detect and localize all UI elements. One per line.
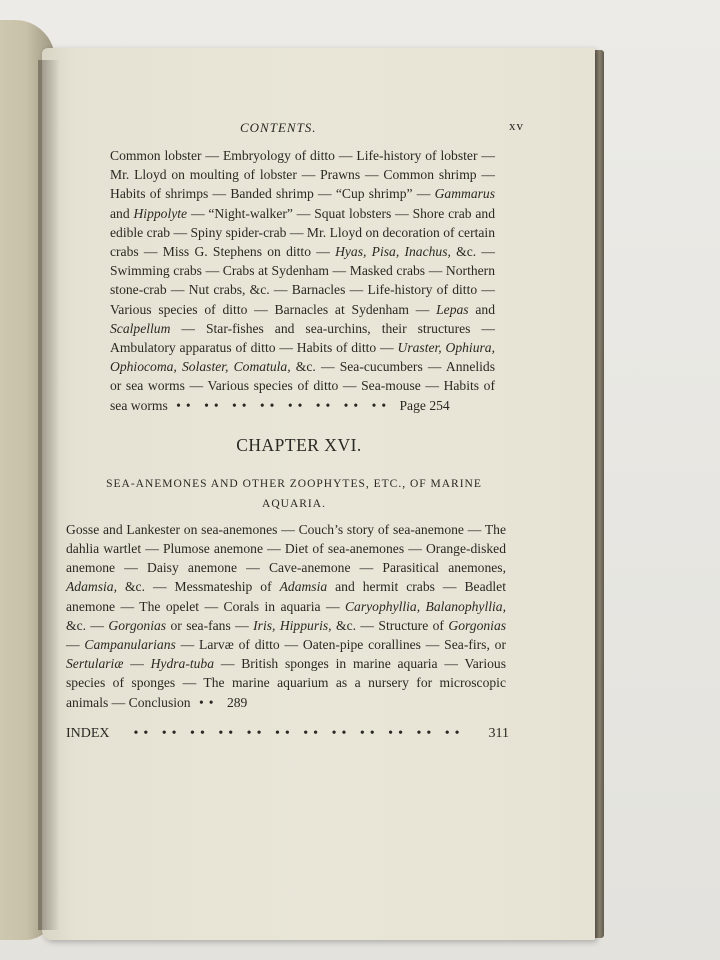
text-segment: and: [110, 205, 134, 221]
index-entry: [64, 726, 509, 742]
running-head: [64, 112, 524, 142]
text-segment: Scalpellum: [110, 320, 171, 336]
text-segment: Gorgonias: [448, 617, 507, 633]
text-segment: &c. — Sea-cucumbers — Annelids or sea worms — Various species of ditto — Sea-mouse — Habits of sea worms: [110, 359, 495, 413]
text-segment: —: [123, 656, 151, 672]
index-label: INDEX: [66, 725, 110, 741]
text-segment: Sertulariæ: [66, 656, 124, 672]
chapter-xv-summary: [64, 146, 495, 415]
text-segment: — “Night-walker” — Squat lobsters — Shore crab and edible crab — Spiny spider-crab — Mr. Lloyd on decoration of certain crabs — Miss G. Stephens on ditto —: [110, 205, 495, 260]
text-segment: Iris, Hippuris,: [253, 617, 332, 633]
text-segment: Hippolyte: [133, 205, 188, 221]
chapter-subtitle: [64, 474, 514, 514]
text-segment: Adamsia,: [66, 579, 117, 595]
text-segment: Adamsia: [279, 579, 328, 595]
text-segment: Lepas: [436, 301, 469, 317]
chapter-heading: CHAPTER XVI.: [236, 434, 362, 455]
running-head-title: CONTENTS.: [240, 120, 317, 135]
text-segment: and: [468, 301, 495, 317]
text-segment: &c. — Messmateship of: [116, 579, 280, 595]
text-segment: Gosse and Lankester on sea-anemones — Couch’s story of sea-anemone — The dahlia wartlet — Plumose anemone — Diet of sea-anemones — Orange-disked anemone — Daisy anemone — Cave-anemone — Parasitical anemones,: [66, 521, 506, 576]
chapter-xvi-summary: [64, 520, 506, 712]
text-segment: &c. — Swimming crabs — Crabs at Sydenham — Masked crabs — Northern stone-crab — Nut crabs, &c. — Barnacles — Life-history of ditto — Various species of ditto — Barnacles at Sydenham —: [110, 244, 495, 317]
page-reference: 289: [226, 694, 248, 710]
text-segment: Campanularians: [84, 637, 176, 653]
text-segment: &c. —: [66, 617, 109, 633]
text-segment: Gammarus: [434, 186, 495, 202]
chapter-subtitle-line-2: AQUARIA.: [262, 497, 326, 510]
text-segment: — Star-fishes and sea-urchins, their structures — Ambulatory apparatus of ditto — Habits of ditto —: [110, 320, 495, 356]
page-content: [64, 112, 524, 742]
spine-shadow: [38, 60, 60, 930]
text-segment: and hermit crabs — Beadlet anemone — The opelet — Corals in aquaria —: [66, 579, 506, 614]
chapter-subtitle-line-1: SEA-ANEMONES AND OTHER ZOOPHYTES, ETC., OF MARINE: [106, 477, 482, 490]
text-segment: Gorgonias: [108, 617, 167, 633]
text-segment: — British sponges in marine aquaria — Various species of sponges — The marine aquarium as a nursery for microscopic animals — Conclusion: [66, 656, 506, 710]
leader-dots: ••: [190, 694, 227, 710]
text-segment: Uraster, Ophiura, Ophiocoma, Solaster, Comatula,: [110, 340, 495, 375]
page-reference: Page 254: [399, 397, 450, 413]
text-segment: Common lobster — Embryology of ditto — Life-history of lobster — Mr. Lloyd on moulting of lobster — Prawns — Common shrimp — Habits of shrimps — Banded shrimp — “Cup shrimp” —: [110, 148, 495, 202]
text-segment: &c. — Structure of: [331, 617, 449, 633]
text-segment: —: [66, 637, 85, 653]
running-head-page-number: xv: [509, 118, 524, 133]
text-segment: Caryophyllia, Balanophyllia,: [344, 598, 506, 614]
page-block-edge: [595, 50, 604, 938]
text-segment: or sea-fans —: [166, 617, 254, 633]
text-segment: Hydra-tuba: [150, 656, 215, 672]
text-segment: Hyas, Pisa, Inachus,: [335, 244, 451, 260]
index-leader-dots: •• •• •• •• •• •• •• •• •• •• •• ••: [133, 725, 465, 741]
leader-dots: •• •• •• •• •• •• •• ••: [167, 397, 400, 413]
index-page: 311: [488, 725, 509, 741]
text-segment: — Larvæ of ditto — Oaten-pipe corallines — Sea-firs, or: [175, 637, 507, 653]
